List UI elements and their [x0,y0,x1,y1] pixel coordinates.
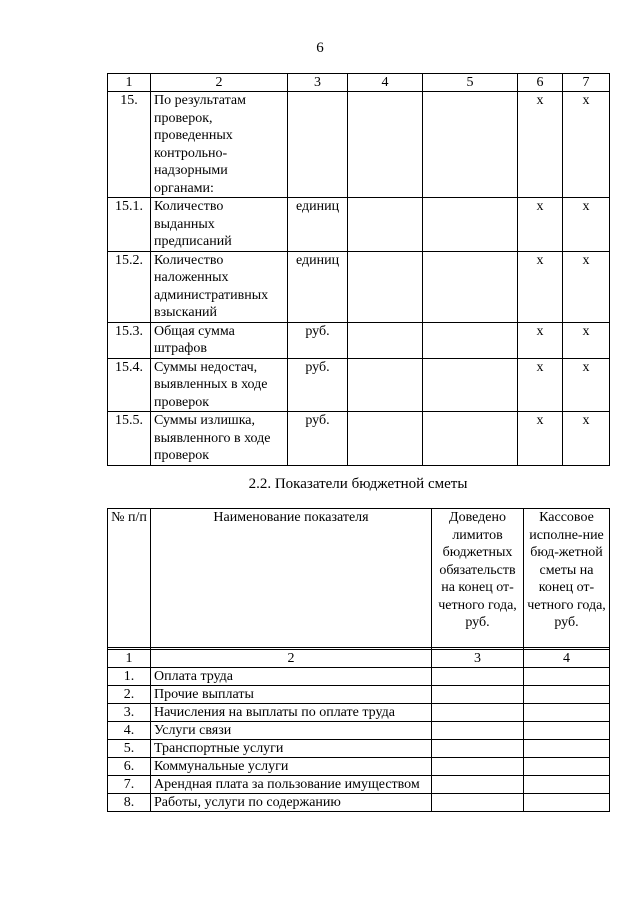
unit-cell: руб. [288,412,348,466]
value-cell [423,358,518,412]
column-number: 5 [423,74,518,92]
table-row [108,322,610,358]
table-row [108,198,610,252]
column-number: 3 [432,650,524,668]
indicator-name: Транспортные услуги [151,740,432,758]
inspection-results-table [107,73,610,466]
value-cell [348,322,423,358]
value-cell [432,776,524,794]
row-number: 3. [108,704,151,722]
row-number: 15. [108,92,151,198]
header-indicator-name: Наименование показателя [151,509,432,648]
value-cell: x [518,198,563,252]
indicator-name: Услуги связи [151,722,432,740]
indicator-name: Начисления на выплаты по оплате труда [151,704,432,722]
row-number: 15.2. [108,251,151,322]
column-number: 1 [108,650,151,668]
value-cell [432,758,524,776]
value-cell [524,686,610,704]
table-row [108,358,610,412]
value-cell [432,704,524,722]
row-number: 1. [108,668,151,686]
section-title: 2.2. Показатели бюджетной сметы [248,476,468,492]
value-cell [432,686,524,704]
table-row [108,794,610,812]
column-number: 7 [563,74,610,92]
value-cell [423,92,518,198]
unit-cell: руб. [288,322,348,358]
row-number: 15.3. [108,322,151,358]
column-number: 1 [108,74,151,92]
indicator-name: По результатам проверок, проведенных контрольно-надзорными органами: [151,92,288,198]
value-cell: x [563,412,610,466]
value-cell: x [518,358,563,412]
table-row [108,251,610,322]
value-cell [348,412,423,466]
row-number: 4. [108,722,151,740]
indicator-name: Коммунальные услуги [151,758,432,776]
indicator-name: Суммы излишка, выявленного в ходе проверок [151,412,288,466]
value-cell: x [518,251,563,322]
table-row [108,740,610,758]
value-cell: x [518,412,563,466]
row-number: 15.1. [108,198,151,252]
column-number: 6 [518,74,563,92]
row-number: 5. [108,740,151,758]
column-number: 3 [288,74,348,92]
unit-cell: единиц [288,251,348,322]
table-header-row [108,74,610,92]
table-row [108,722,610,740]
row-number: 15.4. [108,358,151,412]
value-cell [432,740,524,758]
value-cell: x [563,322,610,358]
column-number: 4 [524,650,610,668]
value-cell: x [563,198,610,252]
value-cell: x [563,251,610,322]
value-cell [432,668,524,686]
indicator-name: Общая сумма штрафов [151,322,288,358]
value-cell [524,740,610,758]
header-row-number: № п/п [108,509,151,648]
value-cell [348,251,423,322]
value-cell: x [518,322,563,358]
value-cell [524,668,610,686]
value-cell: x [563,358,610,412]
value-cell [423,412,518,466]
value-cell [348,198,423,252]
value-cell [348,92,423,198]
value-cell [348,358,423,412]
unit-cell: единиц [288,198,348,252]
value-cell [432,794,524,812]
row-number: 8. [108,794,151,812]
value-cell [423,198,518,252]
indicator-name: Работы, услуги по содержанию [151,794,432,812]
table-row [108,686,610,704]
indicator-name: Арендная плата за пользование имуществом [151,776,432,794]
unit-cell [288,92,348,198]
indicator-name: Оплата труда [151,668,432,686]
column-number: 2 [151,74,288,92]
header-cash-execution: Кассовое исполне-ние бюд-жетной сметы на конец от-четного года, руб. [524,509,610,648]
value-cell: x [563,92,610,198]
indicator-name: Количество наложенных административных взысканий [151,251,288,322]
row-number: 6. [108,758,151,776]
indicator-name: Суммы недостач, выявленных в ходе проверок [151,358,288,412]
value-cell [524,758,610,776]
column-number: 2 [151,650,432,668]
table-row [108,704,610,722]
row-number: 2. [108,686,151,704]
value-cell [423,322,518,358]
table-row [108,668,610,686]
row-number: 7. [108,776,151,794]
indicator-name: Прочие выплаты [151,686,432,704]
row-number: 15.5. [108,412,151,466]
table-row [108,92,610,198]
column-numbers-row [108,650,610,668]
table-row [108,758,610,776]
table-header-row [108,509,610,648]
value-cell: x [518,92,563,198]
budget-estimate-table [107,508,610,812]
indicator-name: Количество выданных предписаний [151,198,288,252]
value-cell [524,704,610,722]
value-cell [432,722,524,740]
unit-cell: руб. [288,358,348,412]
value-cell [524,794,610,812]
table-row [108,776,610,794]
table-row [108,412,610,466]
value-cell [423,251,518,322]
column-number: 4 [348,74,423,92]
page-number: 6 [316,40,324,56]
value-cell [524,776,610,794]
value-cell [524,722,610,740]
header-limits: Доведено лимитов бюджетных обязательств на конец от-четного года, руб. [432,509,524,648]
